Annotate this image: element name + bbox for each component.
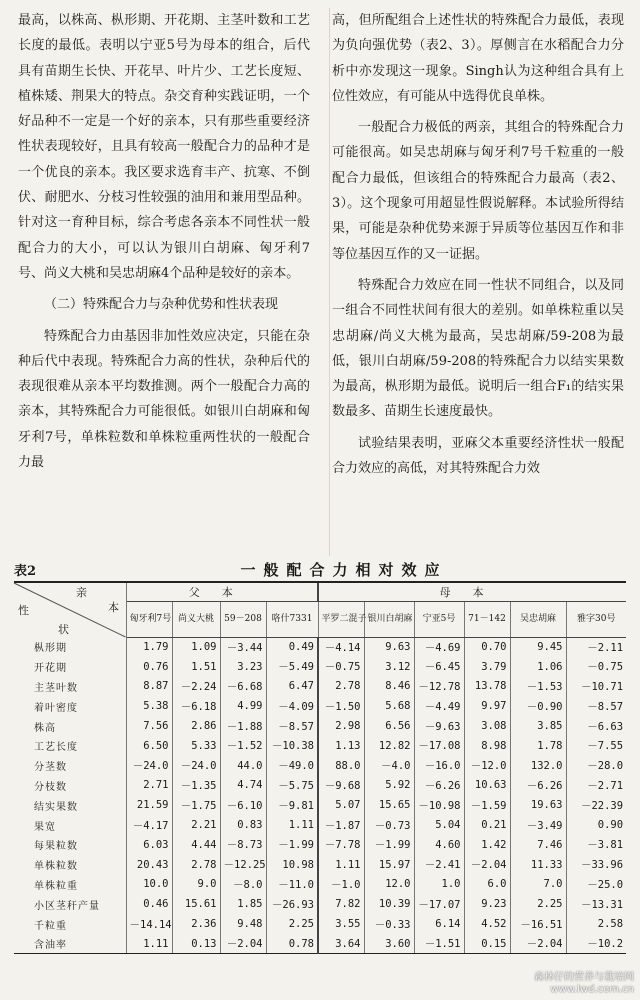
table-cell: 0.90 — [566, 815, 626, 835]
table-cell: 7.46 — [510, 835, 566, 855]
trait-label: 着叶密度 — [14, 696, 126, 716]
table-cell: 5.07 — [318, 795, 364, 815]
trait-label: 小区茎秆产量 — [14, 894, 126, 914]
table-cell: 7.56 — [126, 716, 172, 736]
table-cell: 19.63 — [510, 795, 566, 815]
table-cell: －4.0 — [364, 756, 414, 776]
corner-label-left: 性 — [18, 604, 51, 617]
table-cell: －0.33 — [364, 914, 414, 934]
table-row — [14, 677, 626, 697]
table-cell: －12.25 — [220, 855, 266, 875]
trait-label: 含油率 — [14, 934, 126, 954]
father-group-header: 父本 — [188, 585, 255, 599]
table-cell: 20.43 — [126, 855, 172, 875]
table-cell: －3.44 — [220, 637, 266, 657]
table-cell: 1.85 — [220, 894, 266, 914]
table-cell: －13.31 — [566, 894, 626, 914]
table-cell: 1.11 — [318, 855, 364, 875]
table-cell: －9.81 — [266, 795, 318, 815]
table-cell: －4.14 — [318, 637, 364, 657]
table-cell: －2.24 — [172, 677, 220, 697]
table-cell: －0.90 — [510, 696, 566, 716]
table-cell: －8.57 — [266, 716, 318, 736]
table-cell: 6.50 — [126, 736, 172, 756]
table-cell: 5.33 — [172, 736, 220, 756]
table-caption — [14, 558, 626, 580]
table-cell: 7.0 — [510, 875, 566, 895]
mother-group-header: 母本 — [318, 583, 626, 601]
trait-label: 单株粒重 — [14, 875, 126, 895]
table-cell: －1.75 — [172, 795, 220, 815]
table-cell: 4.44 — [172, 835, 220, 855]
column-header: 匈牙利7号 — [126, 601, 172, 637]
table-row — [14, 894, 626, 914]
table-cell: 2.25 — [266, 914, 318, 934]
table-cell: 4.99 — [220, 696, 266, 716]
paragraph: 特殊配合力由基因非加性效应决定，只能在杂种后代中表现。特殊配合力高的性状，杂种后代的表现很难从亲本平均数推测。两个一般配合力高的亲本，其特殊配合力可能很低。如银川白胡麻和匈牙利7号，单株粒数和单株粒重两性状的一般配合力最 — [18, 328, 310, 471]
trait-label: 果宽 — [14, 815, 126, 835]
table-cell: －16.0 — [414, 756, 464, 776]
table-cell: －4.17 — [126, 815, 172, 835]
table-cell: －24.0 — [172, 756, 220, 776]
table-cell: －9.68 — [318, 776, 364, 796]
table-cell: －6.26 — [510, 776, 566, 796]
column-header: 59－208 — [220, 601, 266, 637]
table-cell: 3.64 — [318, 934, 364, 954]
table-cell: 5.04 — [414, 815, 464, 835]
table-cell: 1.06 — [510, 657, 566, 677]
table-cell: 6.0 — [464, 875, 510, 895]
table-cell: 10.39 — [364, 894, 414, 914]
table-title: 一般配合力相对效应 — [240, 561, 448, 579]
table-cell: 88.0 — [318, 756, 364, 776]
table-cell: 12.82 — [364, 736, 414, 756]
trait-label: 开花期 — [14, 657, 126, 677]
table-row — [14, 835, 626, 855]
table-cell: －1.87 — [318, 815, 364, 835]
table-cell: 1.0 — [414, 875, 464, 895]
watermark-line1: 森林仔的营养与栽培网 — [534, 972, 634, 983]
paragraph: 试验结果表明，亚麻父本重要经济性状一般配合力效应的高低，对其特殊配合力效 — [332, 435, 624, 477]
trait-label: 千粒重 — [14, 914, 126, 934]
table-cell: －1.53 — [510, 677, 566, 697]
table-cell: －8.0 — [220, 875, 266, 895]
table-cell: －7.55 — [566, 736, 626, 756]
table-cell: 21.59 — [126, 795, 172, 815]
table-cell: 1.78 — [510, 736, 566, 756]
table-cell: －6.45 — [414, 657, 464, 677]
table-cell: －6.68 — [220, 677, 266, 697]
table-cell: 2.25 — [510, 894, 566, 914]
table-cell: 44.0 — [220, 756, 266, 776]
table-cell: －2.04 — [220, 934, 266, 954]
table-cell: －5.49 — [266, 657, 318, 677]
right-text-column — [332, 8, 624, 556]
table-cell: 9.97 — [464, 696, 510, 716]
table-cell: －25.0 — [566, 875, 626, 895]
table-cell: －2.41 — [414, 855, 464, 875]
table-cell: －4.09 — [266, 696, 318, 716]
table-cell: －1.0 — [318, 875, 364, 895]
table-cell: 9.23 — [464, 894, 510, 914]
corner-label-right: 本 — [108, 601, 141, 614]
table-row — [14, 934, 626, 954]
table-cell: －8.57 — [566, 696, 626, 716]
table-cell: 2.21 — [172, 815, 220, 835]
column-header: 吴忠胡麻 — [510, 601, 566, 637]
trait-label: 分枝数 — [14, 776, 126, 796]
column-header: 尚义大桃 — [172, 601, 220, 637]
table-cell: 3.55 — [318, 914, 364, 934]
table-row — [14, 855, 626, 875]
table-cell: 10.0 — [126, 875, 172, 895]
trait-label: 单株粒数 — [14, 855, 126, 875]
table-cell: 0.70 — [464, 637, 510, 657]
table-row — [14, 696, 626, 716]
table-cell: 0.21 — [464, 815, 510, 835]
trait-label: 结实果数 — [14, 795, 126, 815]
table-cell: －2.04 — [510, 934, 566, 954]
gca-effects-table — [14, 583, 626, 954]
table-cell: 0.76 — [126, 657, 172, 677]
table-cell: 1.09 — [172, 637, 220, 657]
table-cell: －10.71 — [566, 677, 626, 697]
table-cell: －0.73 — [364, 815, 414, 835]
table-cell: －24.0 — [126, 756, 172, 776]
table-cell: 3.12 — [364, 657, 414, 677]
table-cell: 9.0 — [172, 875, 220, 895]
table-cell: 2.78 — [172, 855, 220, 875]
table-corner-header — [14, 583, 141, 637]
table-cell: －2.71 — [566, 776, 626, 796]
table-cell: 1.79 — [126, 637, 172, 657]
corner-label-bottom: 状 — [58, 623, 91, 636]
table-cell: －1.59 — [464, 795, 510, 815]
table-row — [14, 875, 626, 895]
table-body — [14, 637, 626, 954]
trait-label: 枞形期 — [14, 637, 126, 657]
table-cell: －1.50 — [318, 696, 364, 716]
table-cell: 15.61 — [172, 894, 220, 914]
table-cell: 13.78 — [464, 677, 510, 697]
table-cell: 4.52 — [464, 914, 510, 934]
table-cell: 1.51 — [172, 657, 220, 677]
table-cell: －1.88 — [220, 716, 266, 736]
table-cell: 2.78 — [318, 677, 364, 697]
table-cell: －3.49 — [510, 815, 566, 835]
trait-label: 株高 — [14, 716, 126, 736]
table-cell: －22.39 — [566, 795, 626, 815]
table-cell: －5.75 — [266, 776, 318, 796]
table-cell: －4.49 — [414, 696, 464, 716]
table-row — [14, 756, 626, 776]
table-cell: 5.68 — [364, 696, 414, 716]
table-cell: －1.99 — [266, 835, 318, 855]
table-cell: 4.74 — [220, 776, 266, 796]
table-cell: －2.04 — [464, 855, 510, 875]
table-cell: －17.08 — [414, 736, 464, 756]
table-cell: －1.35 — [172, 776, 220, 796]
table-cell: 9.48 — [220, 914, 266, 934]
table-cell: －6.63 — [566, 716, 626, 736]
table-cell: －2.11 — [566, 637, 626, 657]
table-cell: 3.60 — [364, 934, 414, 954]
table-cell: －7.78 — [318, 835, 364, 855]
table-cell: 3.23 — [220, 657, 266, 677]
table-cell: －10.38 — [266, 736, 318, 756]
table-row — [14, 914, 626, 934]
table-cell: 1.13 — [318, 736, 364, 756]
table-cell: 8.87 — [126, 677, 172, 697]
table-cell: 7.82 — [318, 894, 364, 914]
table-cell: －0.75 — [318, 657, 364, 677]
table-cell: 12.0 — [364, 875, 414, 895]
table-cell: －3.81 — [566, 835, 626, 855]
table-cell: 8.46 — [364, 677, 414, 697]
table-cell: 0.83 — [220, 815, 266, 835]
column-header: 宁亚5号 — [414, 601, 464, 637]
table-row — [14, 776, 626, 796]
table-cell: 2.98 — [318, 716, 364, 736]
table-row — [14, 716, 626, 736]
table-cell: 15.65 — [364, 795, 414, 815]
table-cell: 3.79 — [464, 657, 510, 677]
corner-label-top: 亲 — [76, 586, 109, 599]
table-cell: 2.36 — [172, 914, 220, 934]
left-text-column — [18, 8, 310, 556]
table-cell: 11.33 — [510, 855, 566, 875]
table-cell: －28.0 — [566, 756, 626, 776]
table-cell: －1.51 — [414, 934, 464, 954]
table-cell: －0.75 — [566, 657, 626, 677]
column-header: 银川白胡麻 — [364, 601, 414, 637]
table-cell: －49.0 — [266, 756, 318, 776]
table-cell: 5.92 — [364, 776, 414, 796]
table-cell: －12.0 — [464, 756, 510, 776]
body-text-columns — [18, 8, 624, 556]
watermark — [534, 972, 634, 996]
table-cell: －6.10 — [220, 795, 266, 815]
table-cell: 0.13 — [172, 934, 220, 954]
table-cell: －8.73 — [220, 835, 266, 855]
paragraph: 最高，以株高、枞形期、开花期、主茎叶数和工艺长度的最低。表明以宁亚5号为母本的组合，后代具有苗期生长快、开花早、叶片少、工艺长度短、植株矮、荆果大的特点。杂交育种实践证明，一个好品种不一定是一个好的亲本，只有那些重要经济性状表现较好，且具有较高一般配合力的品种才是一个优良的亲本。我区要求选育丰产、抗寒、不倒伏、耐肥水、分枝习性较强的油用和兼用型品种。针对这一育种目标，综合考虑各亲本不同性状一般配合力的大小，可以认为银川白胡麻、匈牙利7号、尚义大桃和吴忠胡麻4个品种是较好的亲本。 — [18, 13, 310, 281]
table-cell: 3.85 — [510, 716, 566, 736]
table-cell: 6.14 — [414, 914, 464, 934]
trait-label: 每果粒数 — [14, 835, 126, 855]
table-cell: 8.98 — [464, 736, 510, 756]
trait-label: 主茎叶数 — [14, 677, 126, 697]
table-cell: －1.52 — [220, 736, 266, 756]
table-cell: 132.0 — [510, 756, 566, 776]
table-row — [14, 637, 626, 657]
table-row — [14, 795, 626, 815]
table-cell: －17.07 — [414, 894, 464, 914]
trait-label: 工艺长度 — [14, 736, 126, 756]
table-cell: －9.63 — [414, 716, 464, 736]
column-divider — [329, 8, 330, 556]
table-cell: 6.56 — [364, 716, 414, 736]
column-header: 咯什7331 — [266, 601, 318, 637]
table-cell: －11.0 — [266, 875, 318, 895]
table-cell: 3.08 — [464, 716, 510, 736]
table-cell: －26.93 — [266, 894, 318, 914]
table-cell: 1.11 — [126, 934, 172, 954]
table-cell: －12.78 — [414, 677, 464, 697]
table-cell: 1.11 — [266, 815, 318, 835]
column-header: 71－142 — [464, 601, 510, 637]
table-cell: 6.47 — [266, 677, 318, 697]
table-cell: 0.78 — [266, 934, 318, 954]
table-cell: 10.63 — [464, 776, 510, 796]
table-cell: 2.71 — [126, 776, 172, 796]
table-cell: 15.97 — [364, 855, 414, 875]
table-cell: －33.96 — [566, 855, 626, 875]
paragraph: （二）特殊配合力与杂种优势和性状表现 — [44, 297, 279, 313]
paragraph: 高，但所配组合上述性状的特殊配合力最低，表现为负向强优势（表2、3）。厚侧言在水稻配合力分析中亦发现这一现象。Singh认为这种组合具有上位性效应，有可能从中选得优良单株。 — [332, 13, 624, 104]
table-cell: －10.2 — [566, 934, 626, 954]
table-cell: －14.14 — [126, 914, 172, 934]
table-cell: 0.49 — [266, 637, 318, 657]
table-cell: 9.63 — [364, 637, 414, 657]
table-cell: －1.99 — [364, 835, 414, 855]
table-cell: 2.86 — [172, 716, 220, 736]
column-header: 平罗二混子 — [318, 601, 364, 637]
table-cell: －6.26 — [414, 776, 464, 796]
table-cell: 1.42 — [464, 835, 510, 855]
table-cell: －4.69 — [414, 637, 464, 657]
table-cell: 4.60 — [414, 835, 464, 855]
table-cell: 9.45 — [510, 637, 566, 657]
table-cell: 6.03 — [126, 835, 172, 855]
table-cell: 10.98 — [266, 855, 318, 875]
table-number: 表2 — [14, 564, 37, 579]
table-row — [14, 815, 626, 835]
table-cell: 2.58 — [566, 914, 626, 934]
table-cell: 5.38 — [126, 696, 172, 716]
column-header: 雅字30号 — [566, 601, 626, 637]
table-cell: 0.15 — [464, 934, 510, 954]
table-cell: －10.98 — [414, 795, 464, 815]
table-cell: －6.18 — [172, 696, 220, 716]
table-cell: －16.51 — [510, 914, 566, 934]
watermark-line2: www.lwd.com.cn — [550, 984, 634, 995]
paragraph: 一般配合力极低的两亲，其组合的特殊配合力可能很高。如吴忠胡麻与匈牙利7号千粒重的一般配合力最低，但该组合的特殊配合力最高（表2、3）。这个现象可用超显性假说解释。本试验所得结果，可能是杂种优势来源于异质等位基因互作和非等位基因互作的又一证据。 — [332, 120, 624, 262]
trait-label: 分茎数 — [14, 756, 126, 776]
paragraph: 特殊配合力效应在同一性状不同组合，以及同一组合不同性状间有很大的差别。如单株粒重以吴忠胡麻/尚义大桃为最高，吴忠胡麻/59-208为最低，银川白胡麻/59-208的特殊配合力以结实果数为最高，枞形期为最低。说明后一组合F₁的结实果数最多、苗期生长速度最快。 — [332, 277, 624, 420]
table-row — [14, 736, 626, 756]
table-cell: 0.46 — [126, 894, 172, 914]
table-row — [14, 657, 626, 677]
